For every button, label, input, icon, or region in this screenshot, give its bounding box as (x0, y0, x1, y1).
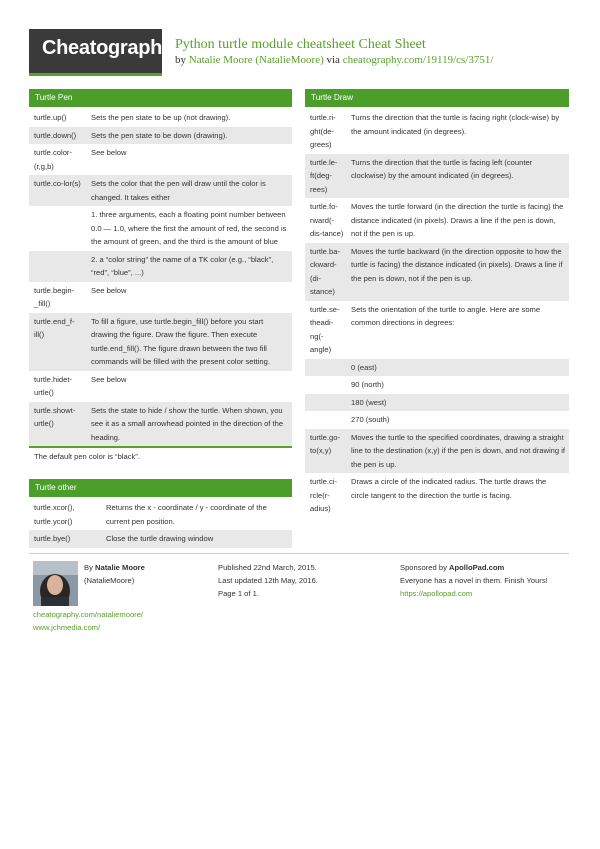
row-value: 90 (north) (351, 380, 384, 389)
table-row (305, 429, 569, 474)
author-links (33, 608, 143, 634)
row-key: turtle.begin-_fill() (34, 285, 75, 308)
row-value: 270 (south) (351, 415, 390, 424)
row-key (305, 376, 346, 394)
turtle-pen-card (29, 89, 292, 467)
turtle-pen-heading: Turtle Pen (29, 89, 292, 109)
row-key: turtle.down() (34, 130, 77, 140)
row-key (29, 251, 86, 282)
table-row (305, 473, 569, 518)
table-row (305, 243, 569, 301)
turtle-pen-rows (29, 109, 292, 446)
row-value: Sets the color that the pen will draw until the color is changed. It takes either (91, 179, 266, 202)
row-key (305, 411, 346, 429)
author-website-link[interactable]: www.jchmedia.com/ (33, 623, 101, 632)
row-value: Close the turtle drawing window (106, 534, 214, 543)
row-key: turtle.up() (34, 113, 67, 122)
row-key: turtle.hidet-urtle() (34, 374, 72, 397)
row-key: turtle.ri-ght(de-grees) (310, 113, 336, 149)
row-value: Sets the pen state to be up (not drawing). (91, 113, 231, 122)
turtle-other-card (29, 479, 292, 548)
row-key: turtle.go-to(x,y) (310, 432, 340, 455)
logo-text: Cheatography (42, 37, 173, 59)
turtle-other-heading: Turtle other (29, 479, 292, 499)
sponsored-by-label: Sponsored by (400, 563, 447, 572)
table-row (29, 175, 292, 206)
table-row (305, 411, 569, 429)
published-date: Published 22nd March, 2015. (218, 563, 317, 572)
row-value: 180 (west) (351, 397, 387, 407)
row-key: turtle.xcor(), turtle.ycor() (34, 503, 75, 526)
table-row (29, 251, 292, 282)
row-value: Returns the x - coordinate / y - coordinate of the current pen position. (106, 503, 267, 526)
row-key: turtle.co-lor(s) (34, 179, 81, 188)
author-handle: (NatalieMoore) (84, 576, 135, 585)
row-value: 1. three arguments, each a floating point number between 0.0 — 1.0, where the first the amount of red, the second is the amount of green, and the third is the amount of blue (91, 210, 287, 246)
row-value: Moves the turtle to the specified coordinates, drawing a straight line to the destination (x,y) if the pen is down, and not drawing if the pen is up. (351, 432, 566, 469)
row-value: See below (91, 374, 127, 384)
turtle-other-rows (29, 499, 292, 548)
turtle-draw-rows (305, 109, 569, 518)
row-value: See below (91, 148, 127, 157)
sponsor-name[interactable]: ApolloPad.com (449, 563, 505, 572)
default-color-note: The default pen color is “black”. (29, 446, 292, 467)
row-key: turtle.se-theadi-ng(-angle) (310, 304, 340, 354)
table-row (29, 371, 292, 402)
table-row (29, 530, 292, 548)
table-row (305, 154, 569, 199)
row-key: turtle.showt-urtle() (34, 405, 76, 428)
page-title: Python turtle module cheatsheet Cheat Sheet (175, 37, 426, 52)
table-row (29, 282, 292, 313)
table-row (305, 359, 569, 377)
row-key: turtle.ba-ckward-(di-stance) (310, 246, 340, 296)
row-key: turtle.ci-rcle(r-adius) (310, 477, 338, 513)
row-key: turtle.fo-rward(-dis-tance) (310, 202, 344, 238)
sheet-url-link[interactable]: cheatography.com/19119/cs/3751/ (342, 54, 494, 66)
updated-date: Last updated 12th May, 2016. (218, 576, 318, 585)
table-row (305, 198, 569, 243)
row-value: Sets the state to hide / show the turtle. When shown, you see it as a small arrowhead pointed in the direction of the heading. (91, 405, 284, 442)
footer-divider (29, 553, 569, 554)
row-key: turtle.color-(r,g,b) (34, 148, 72, 171)
table-row (29, 313, 292, 371)
author-name[interactable]: Natalie Moore (95, 563, 145, 572)
byline-by: by (175, 54, 186, 66)
row-value: See below (91, 285, 127, 295)
sponsor-block (400, 561, 570, 600)
row-key: turtle.le-ft(deg-rees) (310, 157, 338, 194)
row-value: Sets the pen state to be down (drawing). (91, 130, 228, 140)
sponsor-link[interactable]: https://apollopad.com (400, 589, 473, 598)
cheatography-logo[interactable] (29, 29, 173, 76)
publish-info (218, 561, 318, 600)
row-value: Sets the orientation of the turtle to angle. Here are some common directions in degrees: (351, 304, 541, 327)
row-value: To fill a figure, use turtle.begin_fill() before you start drawing the figure. Draw the figure. Then execute turtle.end_fill(). The figure drawn between the two fill commands will be filled with the present color setting. (91, 316, 270, 366)
turtle-draw-heading: Turtle Draw (305, 89, 569, 109)
table-row (305, 109, 569, 154)
table-row (305, 376, 569, 394)
row-value: Draws a circle of the indicated radius. The turtle draws the circle tangent to the direction the turtle is facing. (351, 477, 547, 500)
table-row (29, 144, 292, 175)
page-number: Page 1 of 1. (218, 589, 259, 598)
table-row (29, 206, 292, 251)
row-value: Moves the turtle backward (in the direction opposite to how the turtle is facing) the distance indicated (in pixels). Draws a line if the pen is down, not if the pen is up. (351, 246, 563, 283)
row-key: turtle.bye() (34, 534, 71, 543)
table-row (305, 301, 569, 359)
table-row (29, 402, 292, 447)
table-row (29, 499, 292, 530)
row-value: Turns the direction that the turtle is facing left (counter clockwise) by the amount indicated (in degrees). (351, 157, 533, 180)
table-row (29, 127, 292, 145)
author-photo (33, 561, 78, 606)
byline-via: via (326, 54, 340, 66)
row-value: 0 (east) (351, 362, 377, 372)
turtle-draw-card (305, 89, 569, 518)
table-row (29, 109, 292, 127)
sponsor-text: Everyone has a novel in them. Finish Yours! (400, 576, 548, 585)
author-block (84, 561, 145, 587)
author-avatar (33, 561, 78, 606)
footer-by: By (84, 563, 93, 572)
author-profile-link[interactable]: cheatography.com/nataliemoore/ (33, 610, 144, 619)
row-key (305, 359, 346, 377)
row-value: Moves the turtle forward (in the direction the turtle is facing) the distance indicated (in pixels). Draws a line if the pen is down, not if the pen is up. (351, 202, 564, 238)
author-link[interactable]: Natalie Moore (NatalieMoore) (188, 54, 324, 66)
row-value: 2. a “color string” the name of a TK color (e.g., “black”, “red”, “blue”, ...) (91, 254, 274, 277)
row-key (305, 394, 346, 412)
row-key: turtle.end_f-ill() (34, 316, 75, 339)
row-value: Turns the direction that the turtle is facing right (clock-wise) by the amount indicated (in degrees). (351, 113, 560, 136)
row-key (29, 206, 86, 251)
table-row (305, 394, 569, 412)
byline (175, 54, 493, 66)
